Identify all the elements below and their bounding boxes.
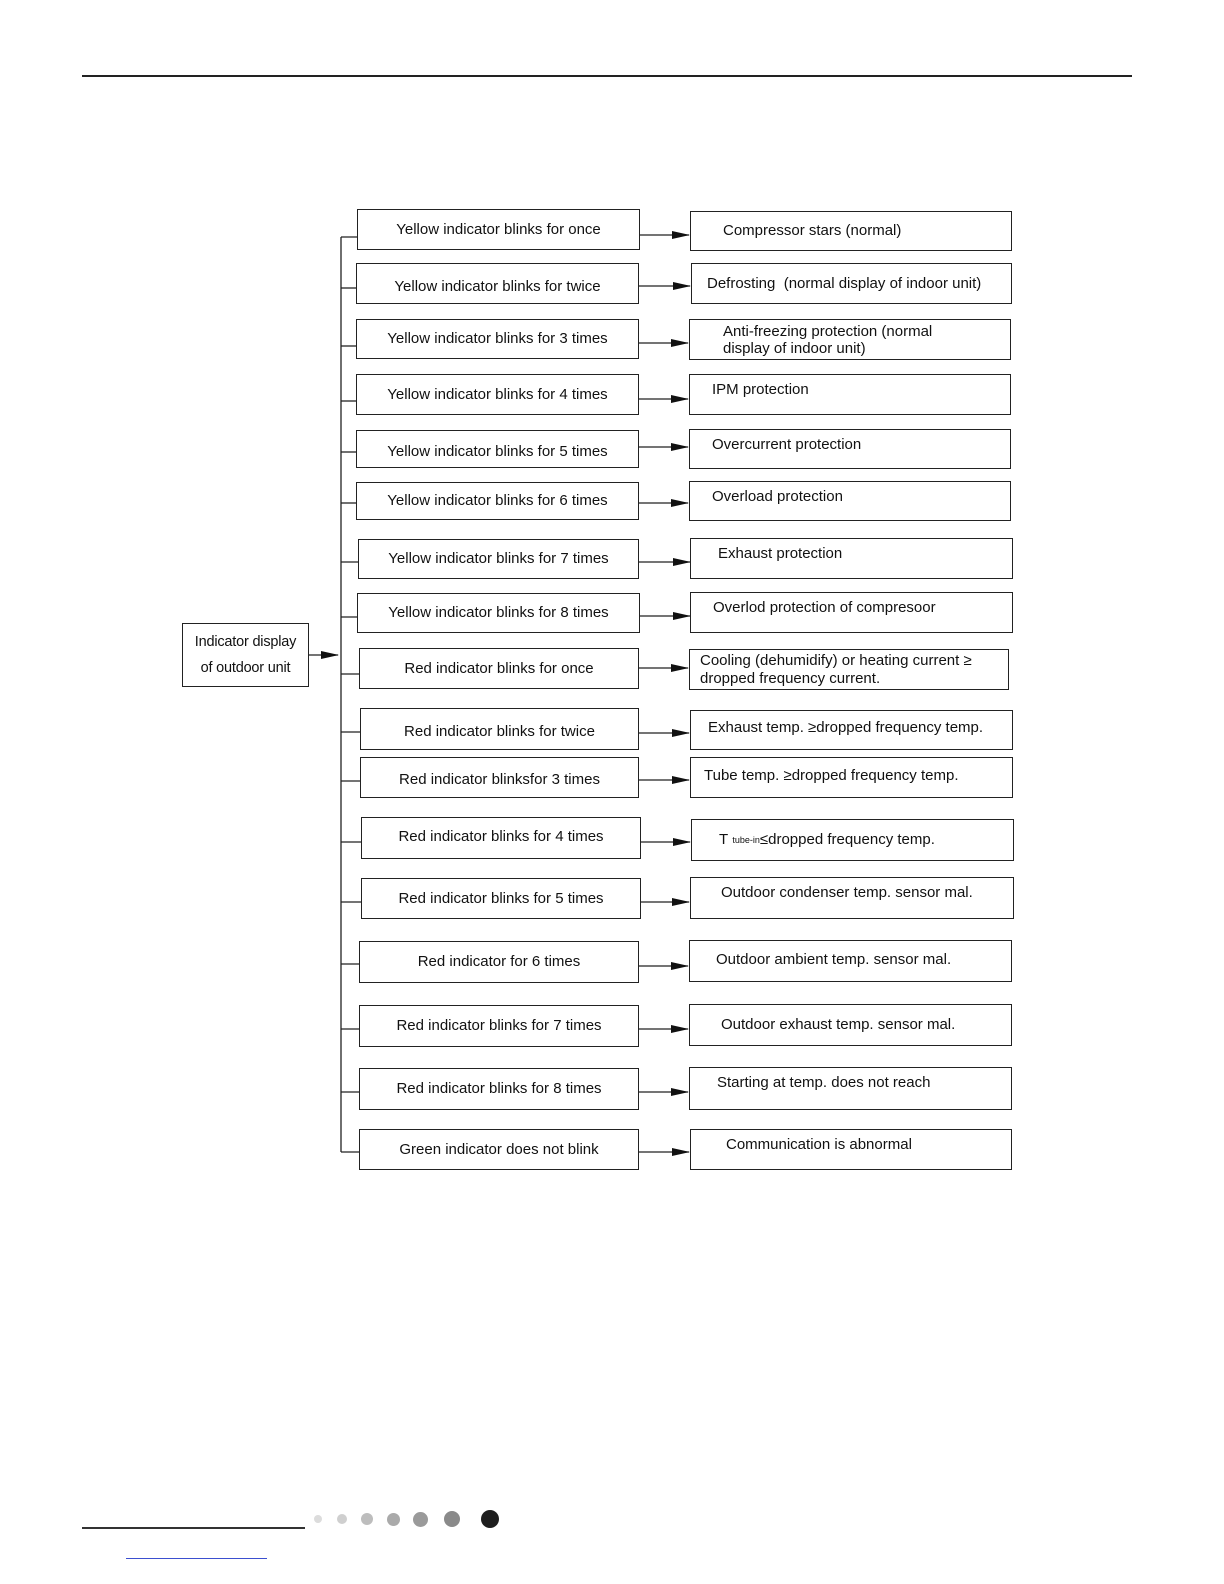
indicator-box-15: Red indicator blinks for 7 times <box>359 1005 639 1047</box>
meaning-box-3: Anti-freezing protection (normal display of indoor unit) <box>689 319 1011 360</box>
indicator-box-9: Red indicator blinks for once <box>359 648 639 689</box>
meaning-box-15: Outdoor exhaust temp. sensor mal. <box>689 1004 1012 1046</box>
meaning-box-11: Tube temp. ≥dropped frequency temp. <box>690 757 1013 798</box>
source-box: Indicator display of outdoor unit <box>182 623 309 687</box>
meaning-box-16: Starting at temp. does not reach <box>689 1067 1012 1110</box>
meaning-box-17: Communication is abnormal <box>690 1129 1012 1170</box>
indicator-box-13: Red indicator blinks for 5 times <box>361 878 641 919</box>
meaning-box-12 <box>691 819 1014 861</box>
indicator-box-16: Red indicator blinks for 8 times <box>359 1068 639 1110</box>
meaning-box-14: Outdoor ambient temp. sensor mal. <box>689 940 1012 982</box>
meaning-box-4: IPM protection <box>689 374 1011 415</box>
indicator-box-17: Green indicator does not blink <box>359 1129 639 1170</box>
indicator-box-4: Yellow indicator blinks for 4 times <box>356 374 639 415</box>
page-dot <box>337 1514 347 1524</box>
indicator-box-10: Red indicator blinks for twice <box>360 708 639 750</box>
page-dot <box>413 1512 428 1527</box>
meaning-box-1: Compressor stars (normal) <box>690 211 1012 251</box>
page-dot <box>481 1510 499 1528</box>
meaning-box-8: Overlod protection of compresoor <box>690 592 1013 633</box>
indicator-box-11: Red indicator blinksfor 3 times <box>360 757 639 798</box>
page-dot <box>361 1513 373 1525</box>
meaning-box-9: Cooling (dehumidify) or heating current ≥ dropped frequency current. <box>689 649 1009 690</box>
meaning-box-6: Overload protection <box>689 481 1011 521</box>
meaning-12-prefix: T <box>719 831 729 848</box>
indicator-box-6: Yellow indicator blinks for 6 times <box>356 482 639 520</box>
indicator-box-3: Yellow indicator blinks for 3 times <box>356 319 639 359</box>
page-dot <box>387 1513 400 1526</box>
indicator-box-14: Red indicator for 6 times <box>359 941 639 983</box>
footer-link-underline <box>126 1558 267 1559</box>
meaning-12-subscript: tube-in <box>732 835 760 845</box>
meaning-box-10: Exhaust temp. ≥dropped frequency temp. <box>690 710 1013 750</box>
indicator-box-12: Red indicator blinks for 4 times <box>361 817 641 859</box>
indicator-box-2: Yellow indicator blinks for twice <box>356 263 639 304</box>
meaning-box-5: Overcurrent protection <box>689 429 1011 469</box>
indicator-box-5: Yellow indicator blinks for 5 times <box>356 430 639 468</box>
meaning-box-7: Exhaust protection <box>690 538 1013 579</box>
meaning-box-2: Defrosting (normal display of indoor unit) <box>691 263 1012 304</box>
page-dot <box>314 1515 322 1523</box>
indicator-box-1: Yellow indicator blinks for once <box>357 209 640 250</box>
page-dot <box>444 1511 460 1527</box>
indicator-box-8: Yellow indicator blinks for 8 times <box>357 593 640 633</box>
indicator-box-7: Yellow indicator blinks for 7 times <box>358 539 639 579</box>
footer-rule <box>82 1527 305 1529</box>
meaning-box-13: Outdoor condenser temp. sensor mal. <box>690 877 1014 919</box>
meaning-12-suffix: ≤dropped frequency temp. <box>759 831 935 848</box>
